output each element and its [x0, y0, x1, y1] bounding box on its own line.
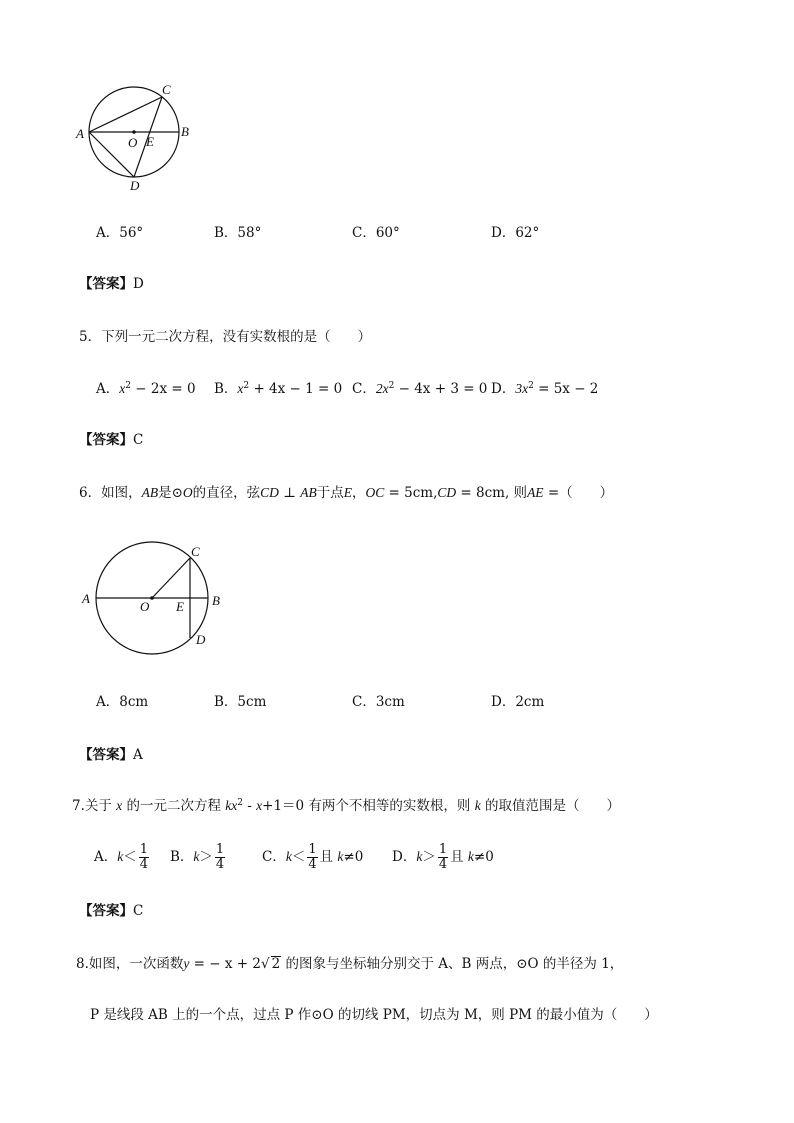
text: ⊥ — [278, 485, 301, 501]
figure-circle-2 — [78, 540, 228, 655]
answer-value: D — [133, 276, 144, 292]
math: O — [182, 485, 193, 500]
option-prefix: C． — [352, 381, 376, 397]
q7-option-c — [262, 840, 363, 874]
q4-option-d: D．62° — [491, 225, 540, 241]
label-c: C — [191, 544, 200, 559]
option-prefix: B． — [214, 381, 238, 397]
q5-option-c — [352, 380, 487, 398]
center-dot — [132, 130, 136, 134]
label-b: B — [212, 593, 220, 608]
math: − 4x + 3 = 0 — [394, 381, 488, 397]
q4-option-b: B．58° — [214, 225, 262, 241]
option-prefix: A． — [94, 849, 118, 865]
q8-stem-line-2: P 是线段 AB 上的一个点，过点 P 作⊙O 的切线 PM，切点为 M，则 PM 的最小值为（ ） — [90, 1007, 658, 1023]
q7-stem — [72, 797, 620, 815]
answer-value: A — [133, 747, 143, 763]
math: CD — [437, 485, 457, 500]
answer-value: C — [133, 432, 144, 448]
math: x — [237, 381, 244, 396]
denominator: 4 — [308, 857, 317, 872]
label-d: D — [130, 178, 140, 193]
label-a: A — [82, 591, 90, 606]
q6-option-a: A．8cm — [96, 694, 149, 710]
q7-option-b — [170, 840, 227, 874]
label-e: E — [176, 599, 184, 614]
q7-option-d — [392, 840, 494, 874]
math: OC — [365, 485, 385, 500]
denominator: 4 — [215, 857, 225, 872]
q6-option-b: B．5cm — [214, 694, 267, 710]
math: k — [193, 849, 200, 864]
option-prefix: B． — [170, 849, 194, 865]
radius-oc — [152, 558, 190, 598]
math: k — [337, 849, 344, 864]
text: 且 — [450, 849, 468, 865]
math: AB — [141, 485, 159, 500]
text: 8.如图，一次函数 — [76, 956, 184, 972]
text: +1＝0 有两个不相等的实数根，则 — [262, 798, 475, 814]
denominator: 4 — [438, 857, 448, 872]
q4-option-a: A．56° — [96, 225, 144, 241]
answer-label: 【答案】 — [79, 432, 133, 448]
q4-answer — [79, 275, 144, 293]
text: =（ ） — [543, 485, 614, 501]
option-prefix: D． — [392, 849, 417, 865]
label-c: C — [162, 82, 171, 97]
math: x — [256, 798, 263, 813]
fraction — [215, 843, 225, 872]
text: = 8cm, 则 — [456, 485, 528, 501]
text: 的图象与坐标轴分别交于 A、B 两点，⊙O 的半径为 1， — [281, 956, 624, 972]
text: ， — [351, 485, 366, 501]
math: 2x — [375, 381, 389, 396]
text: 是⊙ — [158, 485, 183, 501]
math: E — [343, 485, 352, 500]
label-o: O — [140, 599, 150, 614]
math: k — [285, 849, 292, 864]
exponent: 2 — [388, 381, 395, 391]
q6-option-c: C．3cm — [352, 694, 405, 710]
text: 于点 — [316, 485, 344, 501]
math: k — [416, 849, 423, 864]
math: ＜ — [123, 849, 137, 865]
q7-option-a — [94, 840, 151, 874]
exponent: 2 — [528, 381, 534, 391]
text: 7.关于 — [72, 798, 117, 814]
q5-stem: 5．下列一元二次方程，没有实数根的是（ ） — [79, 329, 372, 345]
q5-option-a — [96, 380, 196, 398]
math: = − x + 2 — [189, 956, 261, 972]
math: − 2x = 0 — [130, 381, 196, 397]
numerator: 1 — [215, 842, 225, 857]
option-prefix: D． — [491, 381, 516, 397]
q6-answer — [79, 746, 143, 764]
answer-label: 【答案】 — [79, 903, 133, 919]
q5-option-d — [491, 380, 598, 398]
numerator: 1 — [308, 842, 317, 857]
math: x — [116, 798, 123, 813]
sqrt-sign: √ — [260, 956, 270, 972]
option-prefix: A． — [96, 381, 120, 397]
text: 的直径，弦 — [192, 485, 261, 501]
math: k — [474, 798, 481, 813]
math: AB — [300, 485, 317, 500]
math: y — [183, 956, 190, 971]
answer-label: 【答案】 — [79, 276, 133, 292]
math: k — [117, 849, 124, 864]
math: + 4x − 1 = 0 — [249, 381, 343, 397]
math: ＞ — [199, 849, 213, 865]
math: x — [119, 381, 126, 396]
label-b: B — [181, 124, 189, 139]
math: AE — [527, 485, 544, 500]
exponent: 2 — [237, 798, 243, 808]
label-o: O — [128, 135, 138, 150]
math: kx — [225, 798, 238, 813]
answer-value: C — [133, 903, 144, 919]
q5-answer — [79, 431, 143, 449]
sqrt-radicand: 2 — [271, 956, 281, 972]
answer-label: 【答案】 — [79, 747, 133, 763]
q7-answer — [79, 902, 143, 920]
denominator: 4 — [139, 857, 149, 872]
option-prefix: C． — [262, 849, 286, 865]
text: = 5cm, — [384, 485, 438, 501]
q6-stem — [79, 484, 613, 502]
math: ＜ — [291, 849, 306, 865]
text: 6．如图， — [79, 485, 142, 501]
label-a: A — [76, 126, 84, 141]
q6-option-d: D．2cm — [491, 694, 545, 710]
text: 的一元二次方程 — [122, 798, 226, 814]
text: - — [242, 798, 257, 814]
numerator: 1 — [139, 842, 149, 857]
figure-circle-1 — [74, 80, 204, 195]
label-d: D — [196, 632, 206, 647]
fraction — [139, 843, 149, 872]
math: k — [467, 849, 474, 864]
math: = 5x − 2 — [533, 381, 599, 397]
math: CD — [260, 485, 279, 500]
center-dot — [150, 596, 154, 600]
fraction — [307, 843, 317, 872]
q4-option-c: C．60° — [352, 225, 400, 241]
math: ≠0 — [473, 849, 494, 865]
exponent: 2 — [125, 381, 131, 391]
text: 且 — [319, 849, 338, 865]
math: 3x — [515, 381, 529, 396]
text: 的取值范围是（ ） — [480, 798, 621, 814]
q5-option-b — [214, 380, 342, 398]
q8-stem-line-1 — [76, 955, 623, 973]
fraction — [438, 843, 448, 872]
exponent: 2 — [243, 381, 250, 391]
math: ＞ — [422, 849, 436, 865]
label-e: E — [146, 134, 154, 149]
numerator: 1 — [438, 842, 448, 857]
math: ≠0 — [343, 849, 364, 865]
